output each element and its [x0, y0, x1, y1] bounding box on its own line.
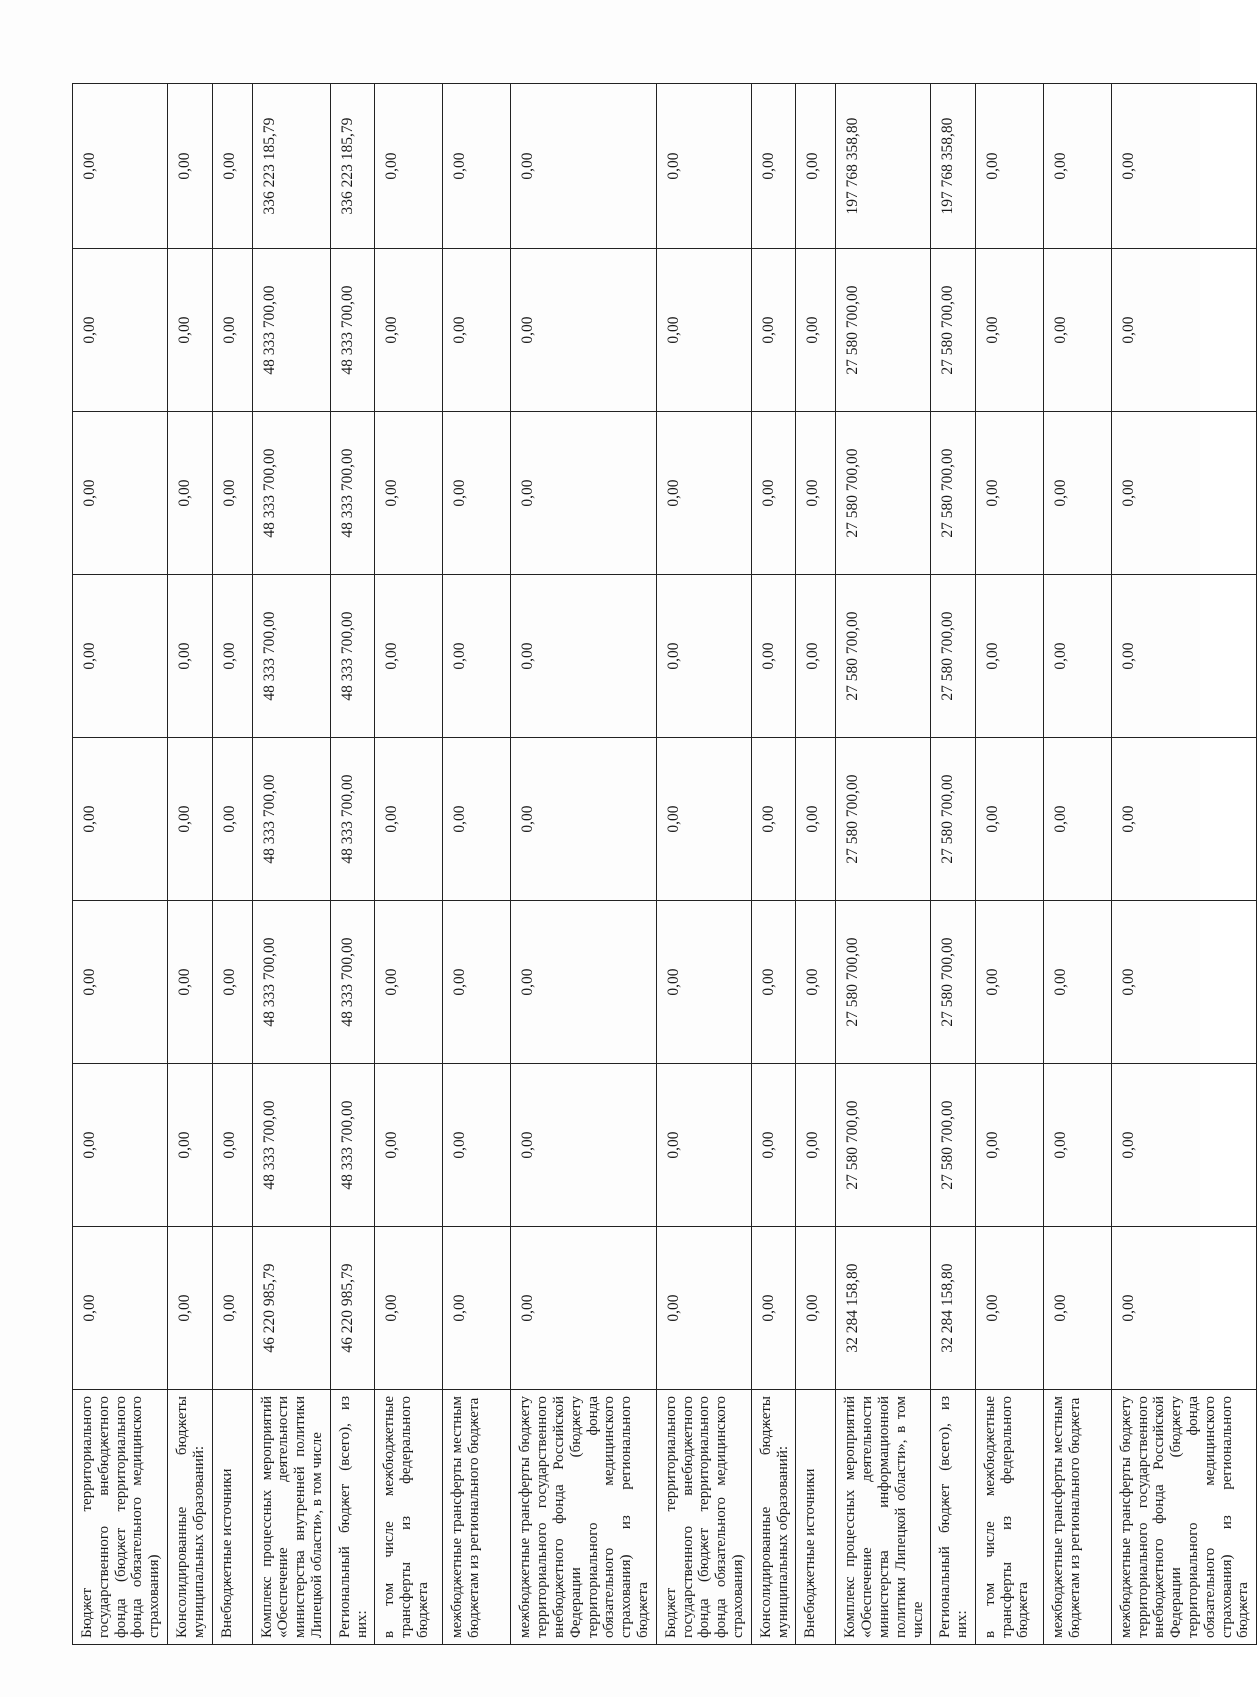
table-row	[167, 84, 212, 1645]
table-cell: 0,00	[73, 412, 168, 575]
row-label: Комплекс процессных мероприятий «Обеспечение деятельности министерства внутренней политики Липецкой области», в том числе	[252, 1390, 330, 1645]
table-cell: 27 580 700,00	[931, 738, 976, 901]
table-cell: 0,00	[375, 901, 443, 1064]
table-cell: 0,00	[1111, 84, 1256, 249]
table-cell: 0,00	[751, 1227, 796, 1390]
table-cell: 336 223 185,79	[330, 84, 375, 249]
table-cell: 27 580 700,00	[836, 1064, 931, 1227]
table-cell: 0,00	[443, 738, 511, 901]
table-cell: 0,00	[656, 249, 751, 412]
table-cell: 48 333 700,00	[330, 575, 375, 738]
table-cell: 0,00	[751, 412, 796, 575]
table-row	[252, 84, 330, 1645]
row-label: Региональный бюджет (всего), из них:	[330, 1390, 375, 1645]
budget-table	[72, 83, 1257, 1645]
table-cell: 0,00	[167, 412, 212, 575]
table-cell: 46 220 985,79	[330, 1227, 375, 1390]
table-cell: 0,00	[796, 249, 836, 412]
table-cell: 0,00	[511, 1064, 656, 1227]
table-row	[443, 84, 511, 1645]
table-cell: 0,00	[212, 84, 252, 249]
table-cell: 0,00	[975, 1064, 1043, 1227]
table-cell: 0,00	[975, 249, 1043, 412]
table-cell: 0,00	[796, 738, 836, 901]
table-cell: 0,00	[796, 1064, 836, 1227]
table-cell: 0,00	[212, 249, 252, 412]
table-cell: 0,00	[73, 901, 168, 1064]
row-label: Бюджет территориального государственного внебюджетного фонда (бюджет территориального фонда обязательного медицинского страхования)	[656, 1390, 751, 1645]
table-cell: 0,00	[212, 575, 252, 738]
table-cell: 0,00	[751, 575, 796, 738]
table-cell: 0,00	[511, 738, 656, 901]
table-cell: 0,00	[1111, 412, 1256, 575]
row-label: межбюджетные трансферты бюджету территориального государственного внебюджетного фонда Российской Федерации (бюджету территориального фонда обязательного медицинского страхования) из регионального бюджета	[511, 1390, 656, 1645]
table-cell: 0,00	[796, 575, 836, 738]
table-cell: 0,00	[167, 901, 212, 1064]
table-cell: 0,00	[443, 1227, 511, 1390]
table-cell: 0,00	[73, 84, 168, 249]
table-cell: 0,00	[975, 575, 1043, 738]
table-cell: 0,00	[1043, 1227, 1111, 1390]
table-cell: 0,00	[751, 84, 796, 249]
table-cell: 0,00	[375, 1064, 443, 1227]
table-cell: 0,00	[1111, 1064, 1256, 1227]
row-label: Консолидированные бюджеты муниципальных образований:	[751, 1390, 796, 1645]
table-cell: 0,00	[1111, 575, 1256, 738]
table-cell: 0,00	[1111, 738, 1256, 901]
table-cell: 27 580 700,00	[931, 249, 976, 412]
table-cell: 0,00	[375, 84, 443, 249]
table-cell: 0,00	[796, 1227, 836, 1390]
table-cell: 0,00	[167, 249, 212, 412]
table-cell: 0,00	[1111, 1227, 1256, 1390]
table-cell: 27 580 700,00	[836, 412, 931, 575]
table-row	[751, 84, 796, 1645]
table-cell: 0,00	[167, 738, 212, 901]
table-cell: 0,00	[511, 412, 656, 575]
table-cell: 46 220 985,79	[252, 1227, 330, 1390]
row-label: межбюджетные трансферты местным бюджетам из регионального бюджета	[1043, 1390, 1111, 1645]
table-cell: 0,00	[1043, 1064, 1111, 1227]
table-cell: 0,00	[1111, 901, 1256, 1064]
table-cell: 0,00	[1043, 412, 1111, 575]
table-row	[73, 84, 168, 1645]
table-cell: 48 333 700,00	[252, 738, 330, 901]
table-cell: 27 580 700,00	[836, 575, 931, 738]
table-cell: 27 580 700,00	[836, 249, 931, 412]
table-cell: 0,00	[511, 249, 656, 412]
table-cell: 0,00	[656, 84, 751, 249]
table-row	[1111, 84, 1256, 1645]
table-cell: 0,00	[1111, 249, 1256, 412]
table-cell: 27 580 700,00	[836, 901, 931, 1064]
table-cell: 0,00	[656, 901, 751, 1064]
table-cell: 0,00	[212, 1064, 252, 1227]
row-label: Бюджет территориального государственного внебюджетного фонда (бюджет территориального фонда обязательного медицинского страхования)	[73, 1390, 168, 1645]
row-label: в том числе межбюджетные трансферты из федерального бюджета	[375, 1390, 443, 1645]
table-cell: 0,00	[1043, 249, 1111, 412]
table-cell: 48 333 700,00	[330, 1064, 375, 1227]
table-cell: 0,00	[73, 1064, 168, 1227]
table-cell: 0,00	[212, 1227, 252, 1390]
table-cell: 0,00	[443, 84, 511, 249]
table-cell: 48 333 700,00	[252, 249, 330, 412]
table-cell: 0,00	[443, 1064, 511, 1227]
table-cell: 0,00	[511, 1227, 656, 1390]
table-cell: 197 768 358,80	[836, 84, 931, 249]
table-cell: 0,00	[975, 738, 1043, 901]
table-cell: 27 580 700,00	[931, 901, 976, 1064]
row-label: Внебюджетные источники	[212, 1390, 252, 1645]
table-row	[330, 84, 375, 1645]
table-cell: 48 333 700,00	[330, 412, 375, 575]
table-row	[796, 84, 836, 1645]
table-cell: 32 284 158,80	[931, 1227, 976, 1390]
table-cell: 0,00	[167, 84, 212, 249]
row-label: межбюджетные трансферты местным бюджетам из регионального бюджета	[443, 1390, 511, 1645]
row-label: Региональный бюджет (всего), из них:	[931, 1390, 976, 1645]
row-label: в том числе межбюджетные трансферты из федерального бюджета	[975, 1390, 1043, 1645]
table-cell: 27 580 700,00	[931, 575, 976, 738]
table-cell: 0,00	[375, 412, 443, 575]
table-cell: 0,00	[212, 901, 252, 1064]
table-cell: 0,00	[975, 84, 1043, 249]
table-cell: 48 333 700,00	[252, 412, 330, 575]
table-row	[975, 84, 1043, 1645]
table-cell: 0,00	[167, 1064, 212, 1227]
table-cell: 0,00	[73, 1227, 168, 1390]
table-cell: 0,00	[796, 84, 836, 249]
table-row	[836, 84, 931, 1645]
table-cell: 0,00	[212, 738, 252, 901]
table-cell: 48 333 700,00	[330, 249, 375, 412]
table-cell: 0,00	[751, 1064, 796, 1227]
table-cell: 0,00	[443, 575, 511, 738]
table-row	[931, 84, 976, 1645]
table-cell: 0,00	[796, 412, 836, 575]
table-cell: 0,00	[975, 1227, 1043, 1390]
table-cell: 0,00	[796, 901, 836, 1064]
table-cell: 0,00	[751, 738, 796, 901]
table-cell: 0,00	[656, 412, 751, 575]
table-cell: 0,00	[751, 249, 796, 412]
table-row	[212, 84, 252, 1645]
table-cell: 0,00	[73, 738, 168, 901]
table-cell: 27 580 700,00	[836, 738, 931, 901]
table-cell: 0,00	[443, 412, 511, 575]
table-cell: 0,00	[443, 901, 511, 1064]
table-row	[375, 84, 443, 1645]
table-cell: 0,00	[1043, 84, 1111, 249]
rotated-table-container	[72, 84, 1252, 1645]
table-cell: 0,00	[73, 249, 168, 412]
table-row	[1043, 84, 1111, 1645]
table-cell: 0,00	[167, 1227, 212, 1390]
row-label: Комплекс процессных мероприятий «Обеспечение деятельности министерства информационной политики Липецкой области», в том числе	[836, 1390, 931, 1645]
table-cell: 0,00	[656, 1064, 751, 1227]
table-cell: 27 580 700,00	[931, 412, 976, 575]
table-cell: 0,00	[212, 412, 252, 575]
table-cell: 0,00	[1043, 575, 1111, 738]
table-cell: 0,00	[511, 901, 656, 1064]
table-cell: 32 284 158,80	[836, 1227, 931, 1390]
table-cell: 0,00	[375, 575, 443, 738]
row-label: межбюджетные трансферты бюджету территориального государственного внебюджетного фонда Российской Федерации (бюджету территориального фонда обязательного медицинского страхования) из регионального бюджета	[1111, 1390, 1256, 1645]
table-cell: 48 333 700,00	[252, 575, 330, 738]
table-cell: 0,00	[656, 738, 751, 901]
table-cell: 0,00	[751, 901, 796, 1064]
table-cell: 0,00	[975, 901, 1043, 1064]
table-cell: 0,00	[73, 575, 168, 738]
table-cell: 0,00	[375, 738, 443, 901]
table-cell: 0,00	[1043, 738, 1111, 901]
table-cell: 48 333 700,00	[330, 738, 375, 901]
row-label: Консолидированные бюджеты муниципальных образований:	[167, 1390, 212, 1645]
table-cell: 0,00	[511, 575, 656, 738]
table-cell: 0,00	[656, 575, 751, 738]
table-cell: 197 768 358,80	[931, 84, 976, 249]
table-cell: 48 333 700,00	[252, 1064, 330, 1227]
table-cell: 48 333 700,00	[330, 901, 375, 1064]
table-cell: 0,00	[443, 249, 511, 412]
table-cell: 0,00	[656, 1227, 751, 1390]
table-cell: 0,00	[1043, 901, 1111, 1064]
table-cell: 0,00	[167, 575, 212, 738]
table-cell: 27 580 700,00	[931, 1064, 976, 1227]
table-cell: 0,00	[375, 249, 443, 412]
table-cell: 336 223 185,79	[252, 84, 330, 249]
table-cell: 0,00	[375, 1227, 443, 1390]
table-cell: 48 333 700,00	[252, 901, 330, 1064]
table-cell: 0,00	[511, 84, 656, 249]
table-cell: 0,00	[975, 412, 1043, 575]
table-row	[511, 84, 656, 1645]
table-row	[656, 84, 751, 1645]
row-label: Внебюджетные источники	[796, 1390, 836, 1645]
